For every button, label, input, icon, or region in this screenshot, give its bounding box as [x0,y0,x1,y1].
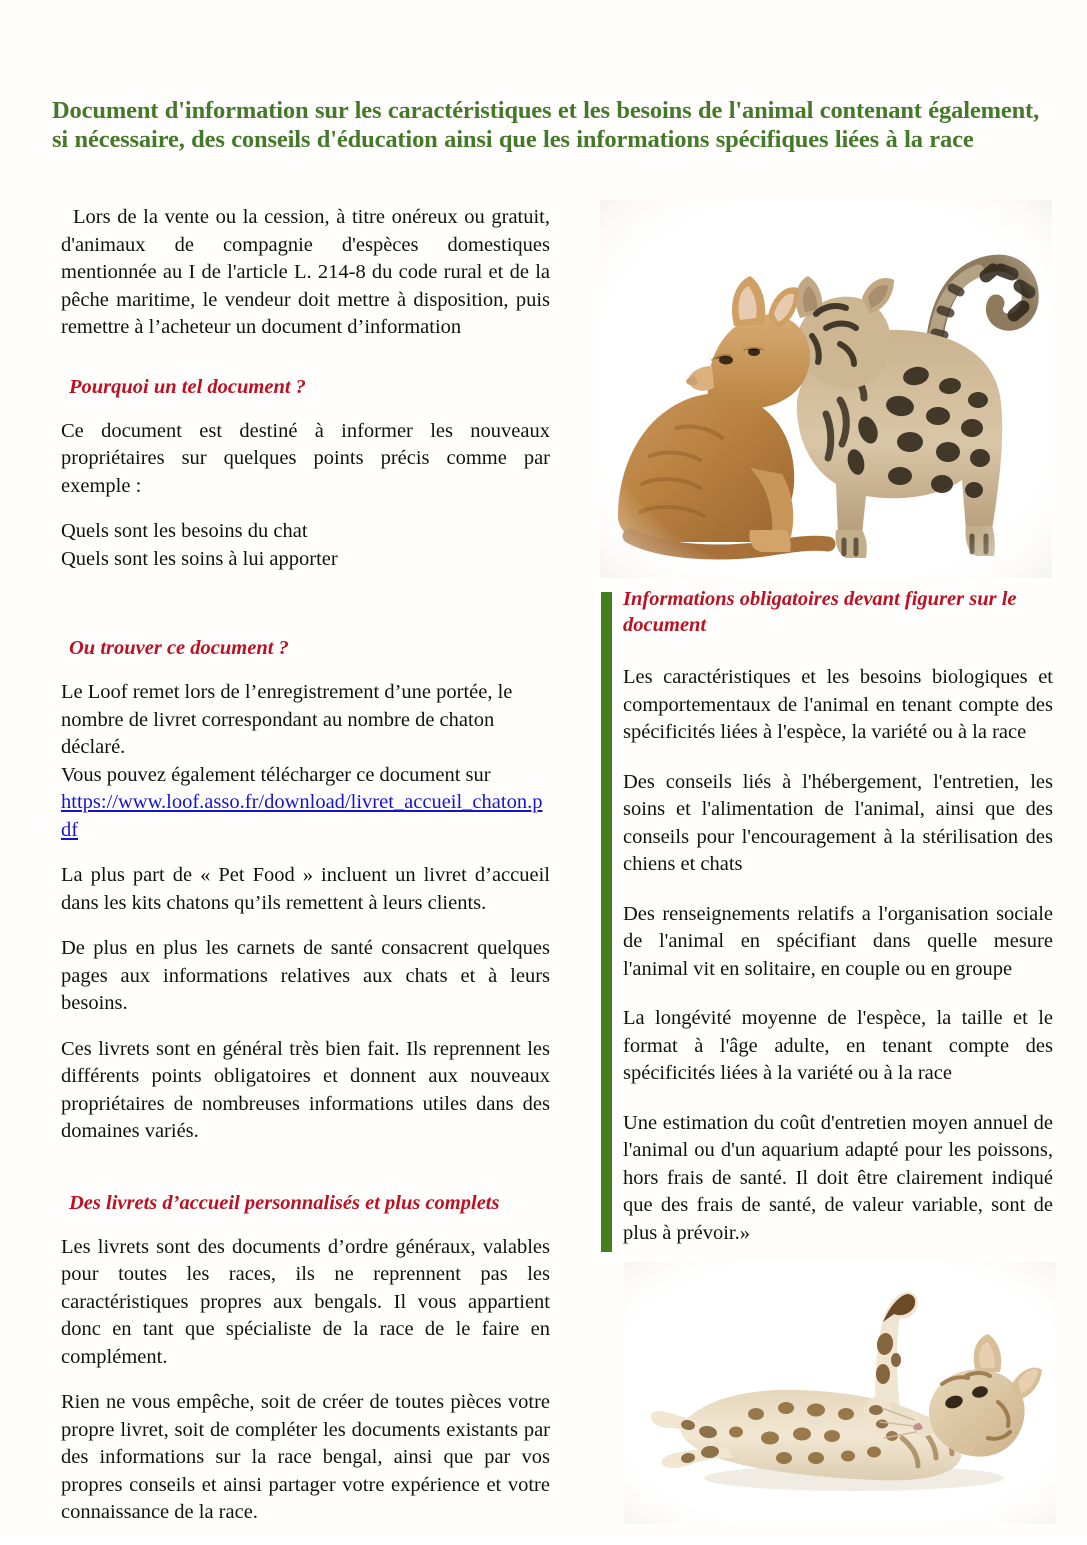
section3-paragraph-rien-ne-vous-empeche: Rien ne vous empêche, soit de créer de toutes pièces votre propre livret, soit de compléter les documents existants par des informations sur la race bengal, ainsi que par vos propres conseils et ainsi partager votre expérience et votre connaissance de la race. [61,1391,550,1523]
section3-paragraph-documents-generaux: Les livrets sont des documents d’ordre généraux, valables pour toutes les races, ils ne reprennent pas les caractéristiques propres aux bengals. Il vous appartient donc en tant que spécialiste de la race de le faire en complément. [61,1235,550,1368]
section2-paragraph-petfood: La plus part de « Pet Food » incluent un livret d’accueil dans les kits chatons qu’ils remettent à leurs clients. [61,864,550,914]
section1-bullet-soins: Quels sont les soins à lui apporter [61,547,338,570]
left-column [61,204,550,1545]
obligatory-item: Des renseignements relatifs a l'organisation sociale de l'animal en spécifiant dans quelle mesure l'animal vit en solitaire, en couple ou en groupe [623,902,1053,980]
spacer [61,360,550,374]
section2-paragraph-carnets: De plus en plus les carnets de santé consacrent quelques pages aux informations relatives aux chats et à leurs besoins. [61,937,550,1014]
right-column [601,586,1053,1269]
obligatory-item: Des conseils liés à l'hébergement, l'entretien, les soins et l'alimentation de l'animal, ainsi que des conseils pour l'encouragement à la stérilisation des chiens et chats [623,770,1053,875]
loof-download-link[interactable]: https://www.loof.asso.fr/download/livret_accueil_chaton.pdf [61,791,543,841]
spacer [61,591,550,635]
heading-des-livrets-personnalises: Des livrets d’accueil personnalisés et plus complets [69,1191,500,1214]
section2-paragraph-loof: Le Loof remet lors de l’enregistrement d’une portée, le nombre de livret correspondant au nombre de chaton déclaré. [61,681,513,758]
two-cats-grooming-photo [600,200,1052,578]
two-cats-grooming-illustration [600,200,1052,578]
section1-paragraph: Ce document est destiné à informer les nouveaux propriétaires sur quelques points précis comme par exemple : [61,419,550,497]
page-title: Document d'information sur les caractéristiques et les besoins de l'animal contenant également, si nécessaire, des conseils d'éducation ainsi que les informations spécifiques liées à la race [52,97,1040,154]
obligatory-item: La longévité moyenne de l'espèce, la taille et le format à l'âge adulte, en tenant compte des spécificités liées à la variété ou à la race [623,1007,1053,1084]
bengal-cat-rolling-illustration [624,1262,1056,1524]
section2-paragraph-telecharger: Vous pouvez également télécharger ce document sur [61,763,491,786]
intro-paragraph: Lors de la vente ou la cession, à titre onéreux ou gratuit, d'animaux de compagnie d'espèces domestiques mentionnée au I de l'article L. 214-8 du code rural et de la pêche maritime, le vendeur doit mettre à disposition, puis remettre à l’acheteur un document d’information [61,206,550,338]
heading-pourquoi-un-tel-document: Pourquoi un tel document ? [69,375,306,398]
heading-ou-trouver-ce-document: Ou trouver ce document ? [69,637,289,659]
obligatory-item: Les caractéristiques et les besoins biologiques et comportementaux de l'animal en tenant compte des spécificités liées à l'espèce, la variété ou à la race [623,666,1053,743]
heading-informations-obligatoires: Informations obligatoires devant figurer sur le document [623,588,1017,636]
section1-bullet-besoins: Quels sont les besoins du chat [61,520,308,542]
section2-paragraph-livrets-generaux: Ces livrets sont en général très bien fait. Ils reprennent les différents points obligatoires et donnent aux nouveaux propriétaires de nombreuses informations utiles dans des domaines variés. [61,1037,550,1142]
obligatory-item: Une estimation du coût d'entretien moyen annuel de l'animal ou d'un aquarium adapté pour les poissons, hors frais de santé. Il doit être clairement indiqué que des frais de santé, de valeur variable, sont de plus à prévoir.» [623,1111,1053,1244]
spacer [61,1164,550,1190]
download-link-line [61,789,550,844]
bengal-cat-rolling-photo [624,1262,1056,1524]
